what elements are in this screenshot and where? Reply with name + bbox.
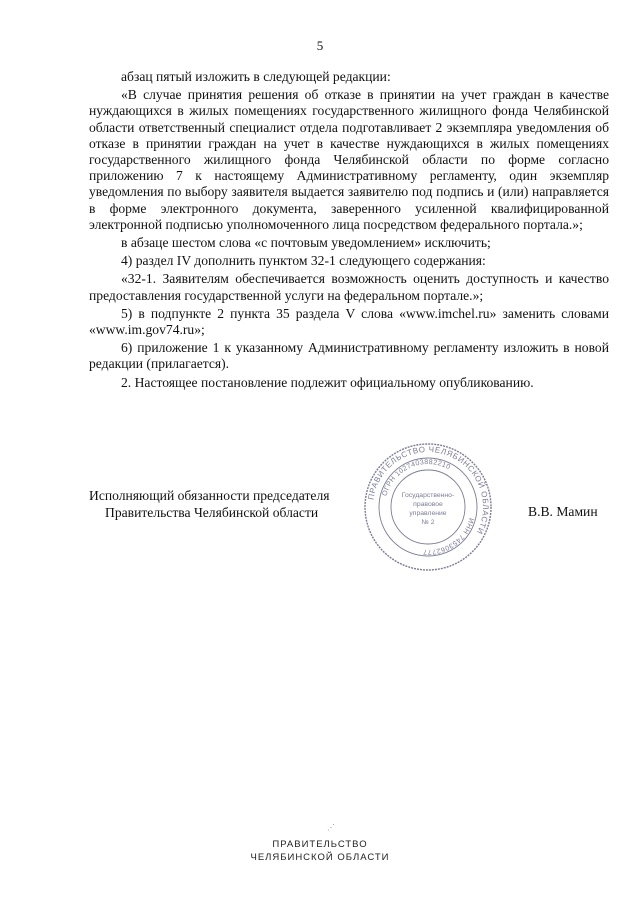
paragraph: «В случае принятия решения об отказе в принятии на учет граждан в качестве нуждающихся в жилых помещениях государственного жилищного фонда Челябинской области ответственный специалист отдела подготавливает 2 экземпляра уведомления об отказе в принятии граждан на учет в качестве нуждающихся в жилых помещениях государственного жилищного фонда Челябинской области по форме согласно приложению 7 к настоящему Административному регламенту, один экземпляр уведомления по выбору заявителя выдается заявителю под подпись и (или) направляется в форме электронного документа, заверенного усиленной квалифицированной электронной подписью уполномоченного лица посредством федерального портала.»; (89, 87, 609, 232)
footer-stamp (0, 838, 640, 864)
seal-ogrn: ОГРН 1027403882210 (381, 458, 452, 497)
seal-center-line1: Государственно- (401, 492, 455, 499)
signatory-title (89, 487, 330, 521)
signatory-title-line1: Исполняющий обязанности председателя (89, 488, 330, 503)
paragraph: «32-1. Заявителям обеспечивается возможность оценить доступность и качество предоставления государственной услуги на федеральном портале.»; (89, 271, 609, 303)
seal-center-line4: № 2 (421, 519, 435, 526)
seal-center-line2: правовое (413, 501, 443, 508)
paragraph: 6) приложение 1 к указанному Административному регламенту изложить в новой редакции (прилагается). (89, 340, 609, 372)
paragraph: абзац пятый изложить в следующей редакции: (121, 69, 391, 84)
official-seal (362, 441, 494, 573)
signer-name: В.В. Мамин (528, 504, 598, 519)
page-number: 5 (316, 38, 324, 53)
paragraph: в абзаце шестом слова «с почтовым уведомлением» исключить; (121, 235, 491, 251)
paragraph: 4) раздел IV дополнить пунктом 32-1 следующего содержания: (121, 253, 486, 269)
paragraph: 2. Настоящее постановление подлежит официальному опубликованию. (121, 374, 534, 390)
seal-center-line3: управление (409, 510, 447, 517)
scan-artifact: ⋰ (327, 823, 335, 832)
document-body (89, 69, 609, 393)
footer-line2: ЧЕЛЯБИНСКОЙ ОБЛАСТИ (250, 852, 390, 863)
signatory-title-line2: Правительства Челябинской области (105, 505, 319, 520)
seal-outer-text: ПРАВИТЕЛЬСТВО ЧЕЛЯБИНСКОЙ ОБЛАСТИ (366, 444, 491, 536)
seal-inn: ИНН 7453062777 (422, 517, 475, 556)
footer-line1: ПРАВИТЕЛЬСТВО (272, 839, 368, 850)
paragraph: 5) в подпункте 2 пункта 35 раздела V слова «www.imchel.ru» заменить словами «www.im.gov74.ru»; (89, 305, 609, 338)
